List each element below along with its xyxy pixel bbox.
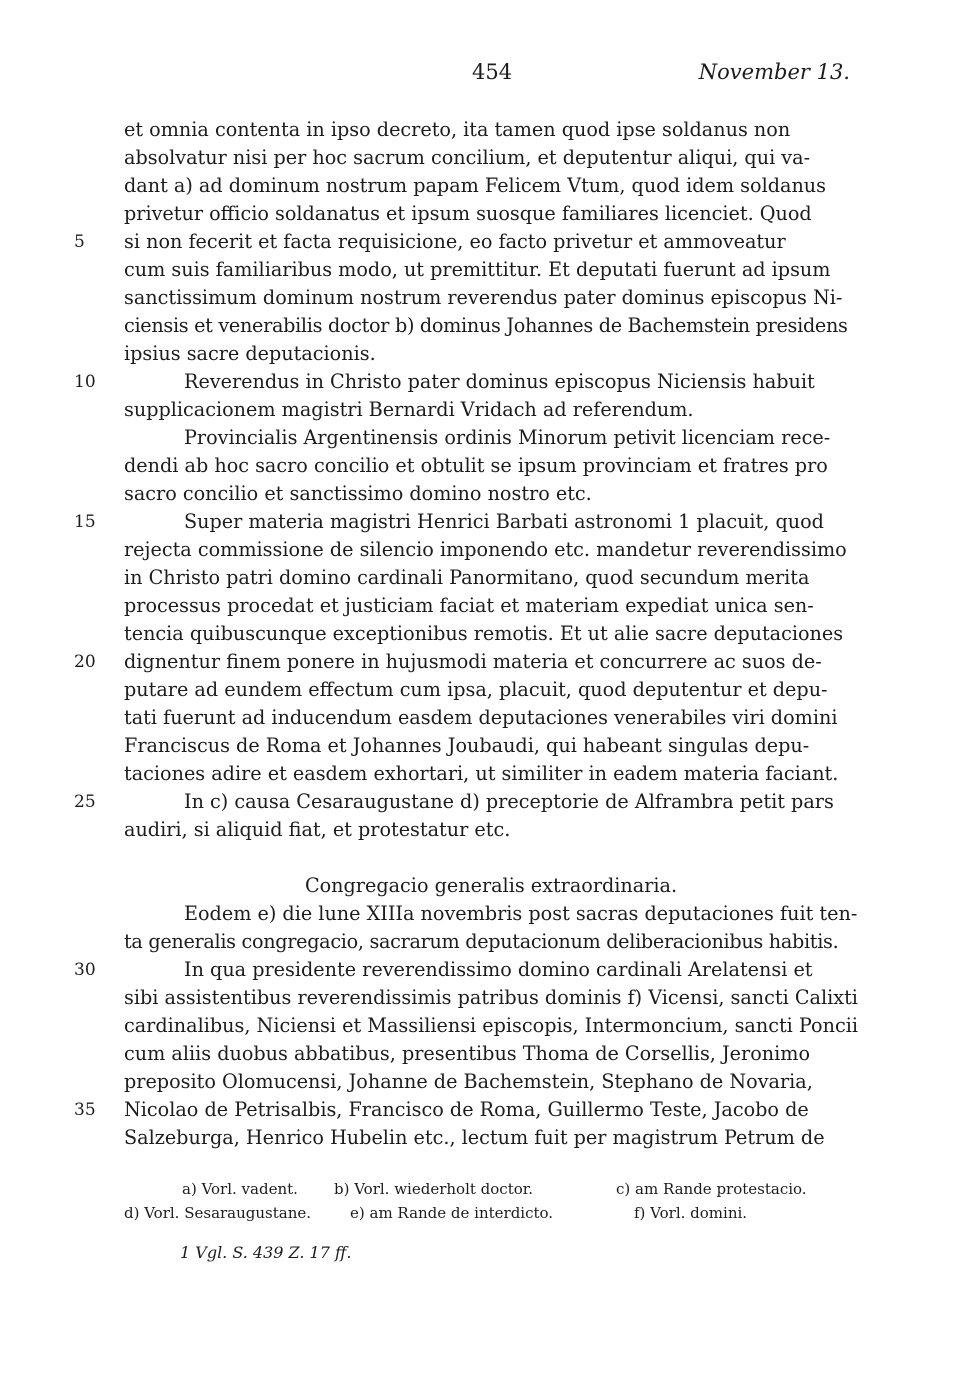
text-line: ipsius sacre deputacionis.: [124, 342, 376, 365]
text-line: tati fuerunt ad inducendum easdem deputaciones venerabiles viri domini: [124, 706, 838, 729]
text-line: Salzeburga, Henrico Hubelin etc., lectum fuit per magistrum Petrum de: [124, 1126, 825, 1149]
text-line: Super materia magistri Henrici Barbati astronomi 1 placuit, quod: [184, 510, 824, 533]
footnote-row: [124, 1177, 864, 1201]
line-number: 30: [74, 960, 96, 980]
text-line: et omnia contenta in ipso decreto, ita tamen quod ipse soldanus non: [124, 118, 791, 141]
text-line: ta generalis congregacio, sacrarum deputacionum deliberacionibus habitis.: [124, 930, 839, 953]
footnote-row: [124, 1201, 864, 1225]
text-line: In qua presidente reverendissimo domino cardinali Arelatensi et: [184, 958, 813, 981]
reference-note: 1 Vgl. S. 439 Z. 17 ff.: [180, 1243, 352, 1262]
line-number: 10: [74, 372, 96, 392]
line-number: 15: [74, 512, 96, 532]
text-line: rejecta commissione de silencio imponendo etc. mandetur reverendissimo: [124, 538, 847, 561]
text-line: dignentur finem ponere in hujusmodi materia et concurrere ac suos de-: [124, 650, 822, 673]
text-line: Eodem e) die lune XIIIa novembris post sacras deputaciones fuit ten-: [184, 902, 858, 925]
line-number: 20: [74, 652, 96, 672]
text-line: Provincialis Argentinensis ordinis Minorum petivit licenciam rece-: [184, 426, 831, 449]
text-line: in Christo patri domino cardinali Panormitano, quod secundum merita: [124, 566, 810, 589]
footnote-a: a) Vorl. vadent.: [182, 1180, 298, 1198]
text-line: sacro concilio et sanctissimo domino nostro etc.: [124, 482, 592, 505]
text-line: ciensis et venerabilis doctor b) dominus Johannes de Bachemstein presidens: [124, 314, 848, 337]
text-line: absolvatur nisi per hoc sacrum concilium, et deputentur aliqui, qui va-: [124, 146, 811, 169]
footnote-b: b) Vorl. wiederholt doctor.: [334, 1180, 534, 1198]
text-line: tencia quibuscunque exceptionibus remotis. Et ut alie sacre deputaciones: [124, 622, 844, 645]
text-line: Franciscus de Roma et Johannes Joubaudi, qui habeant singulas depu-: [124, 734, 810, 757]
text-line: supplicacionem magistri Bernardi Vridach ad referendum.: [124, 398, 694, 421]
text-line: Nicolao de Petrisalbis, Francisco de Roma, Guillermo Teste, Jacobo de: [124, 1098, 809, 1121]
line-number: 5: [74, 232, 85, 252]
text-line: In c) causa Cesaraugustane d) preceptorie de Alframbra petit pars: [184, 790, 834, 813]
line-number: 35: [74, 1100, 96, 1120]
text-line: audiri, si aliquid fiat, et protestatur etc.: [124, 818, 511, 841]
text-line: Reverendus in Christo pater dominus episcopus Niciensis habuit: [184, 370, 815, 393]
line-number: 25: [74, 792, 96, 812]
footnote-e: e) am Rande de interdicto.: [350, 1204, 554, 1222]
text-line: taciones adire et easdem exhortari, ut similiter in eadem materia faciant.: [124, 762, 839, 785]
footnote-d: d) Vorl. Sesaraugustane.: [124, 1204, 312, 1222]
text-line: sanctissimum dominum nostrum reverendus pater dominus episcopus Ni-: [124, 286, 843, 309]
text-line: cardinalibus, Niciensi et Massiliensi episcopis, Intermoncium, sancti Poncii: [124, 1014, 858, 1037]
page-number: 454: [472, 60, 513, 84]
text-line: cum aliis duobus abbatibus, presentibus Thoma de Corsellis, Jeronimo: [124, 1042, 810, 1065]
text-line: cum suis familiaribus modo, ut premittitur. Et deputati fuerunt ad ipsum: [124, 258, 831, 281]
running-title: November 13.: [698, 60, 850, 84]
text-line: preposito Olomucensi, Johanne de Bachemstein, Stephano de Novaria,: [124, 1070, 813, 1093]
text-line: privetur officio soldanatus et ipsum suosque familiares licenciet. Quod: [124, 202, 812, 225]
page-header: [0, 60, 960, 92]
text-line: si non fecerit et facta requisicione, eo facto privetur et ammoveatur: [124, 230, 786, 253]
footnote-f: f) Vorl. domini.: [634, 1204, 748, 1222]
text-line: sibi assistentibus reverendissimis patribus dominis f) Vicensi, sancti Calixti: [124, 986, 858, 1009]
text-line: dant a) ad dominum nostrum papam Felicem Vtum, quod idem soldanus: [124, 174, 827, 197]
section-heading: Congregacio generalis extraordinaria.: [304, 874, 678, 897]
text-line: dendi ab hoc sacro concilio et obtulit se ipsum provinciam et fratres pro: [124, 454, 828, 477]
text-line: processus procedat et justiciam faciat et materiam expediat unica sen-: [124, 594, 814, 617]
footnote-c: c) am Rande protestacio.: [616, 1180, 807, 1198]
text-line: putare ad eundem effectum cum ipsa, placuit, quod deputentur et depu-: [124, 678, 828, 701]
